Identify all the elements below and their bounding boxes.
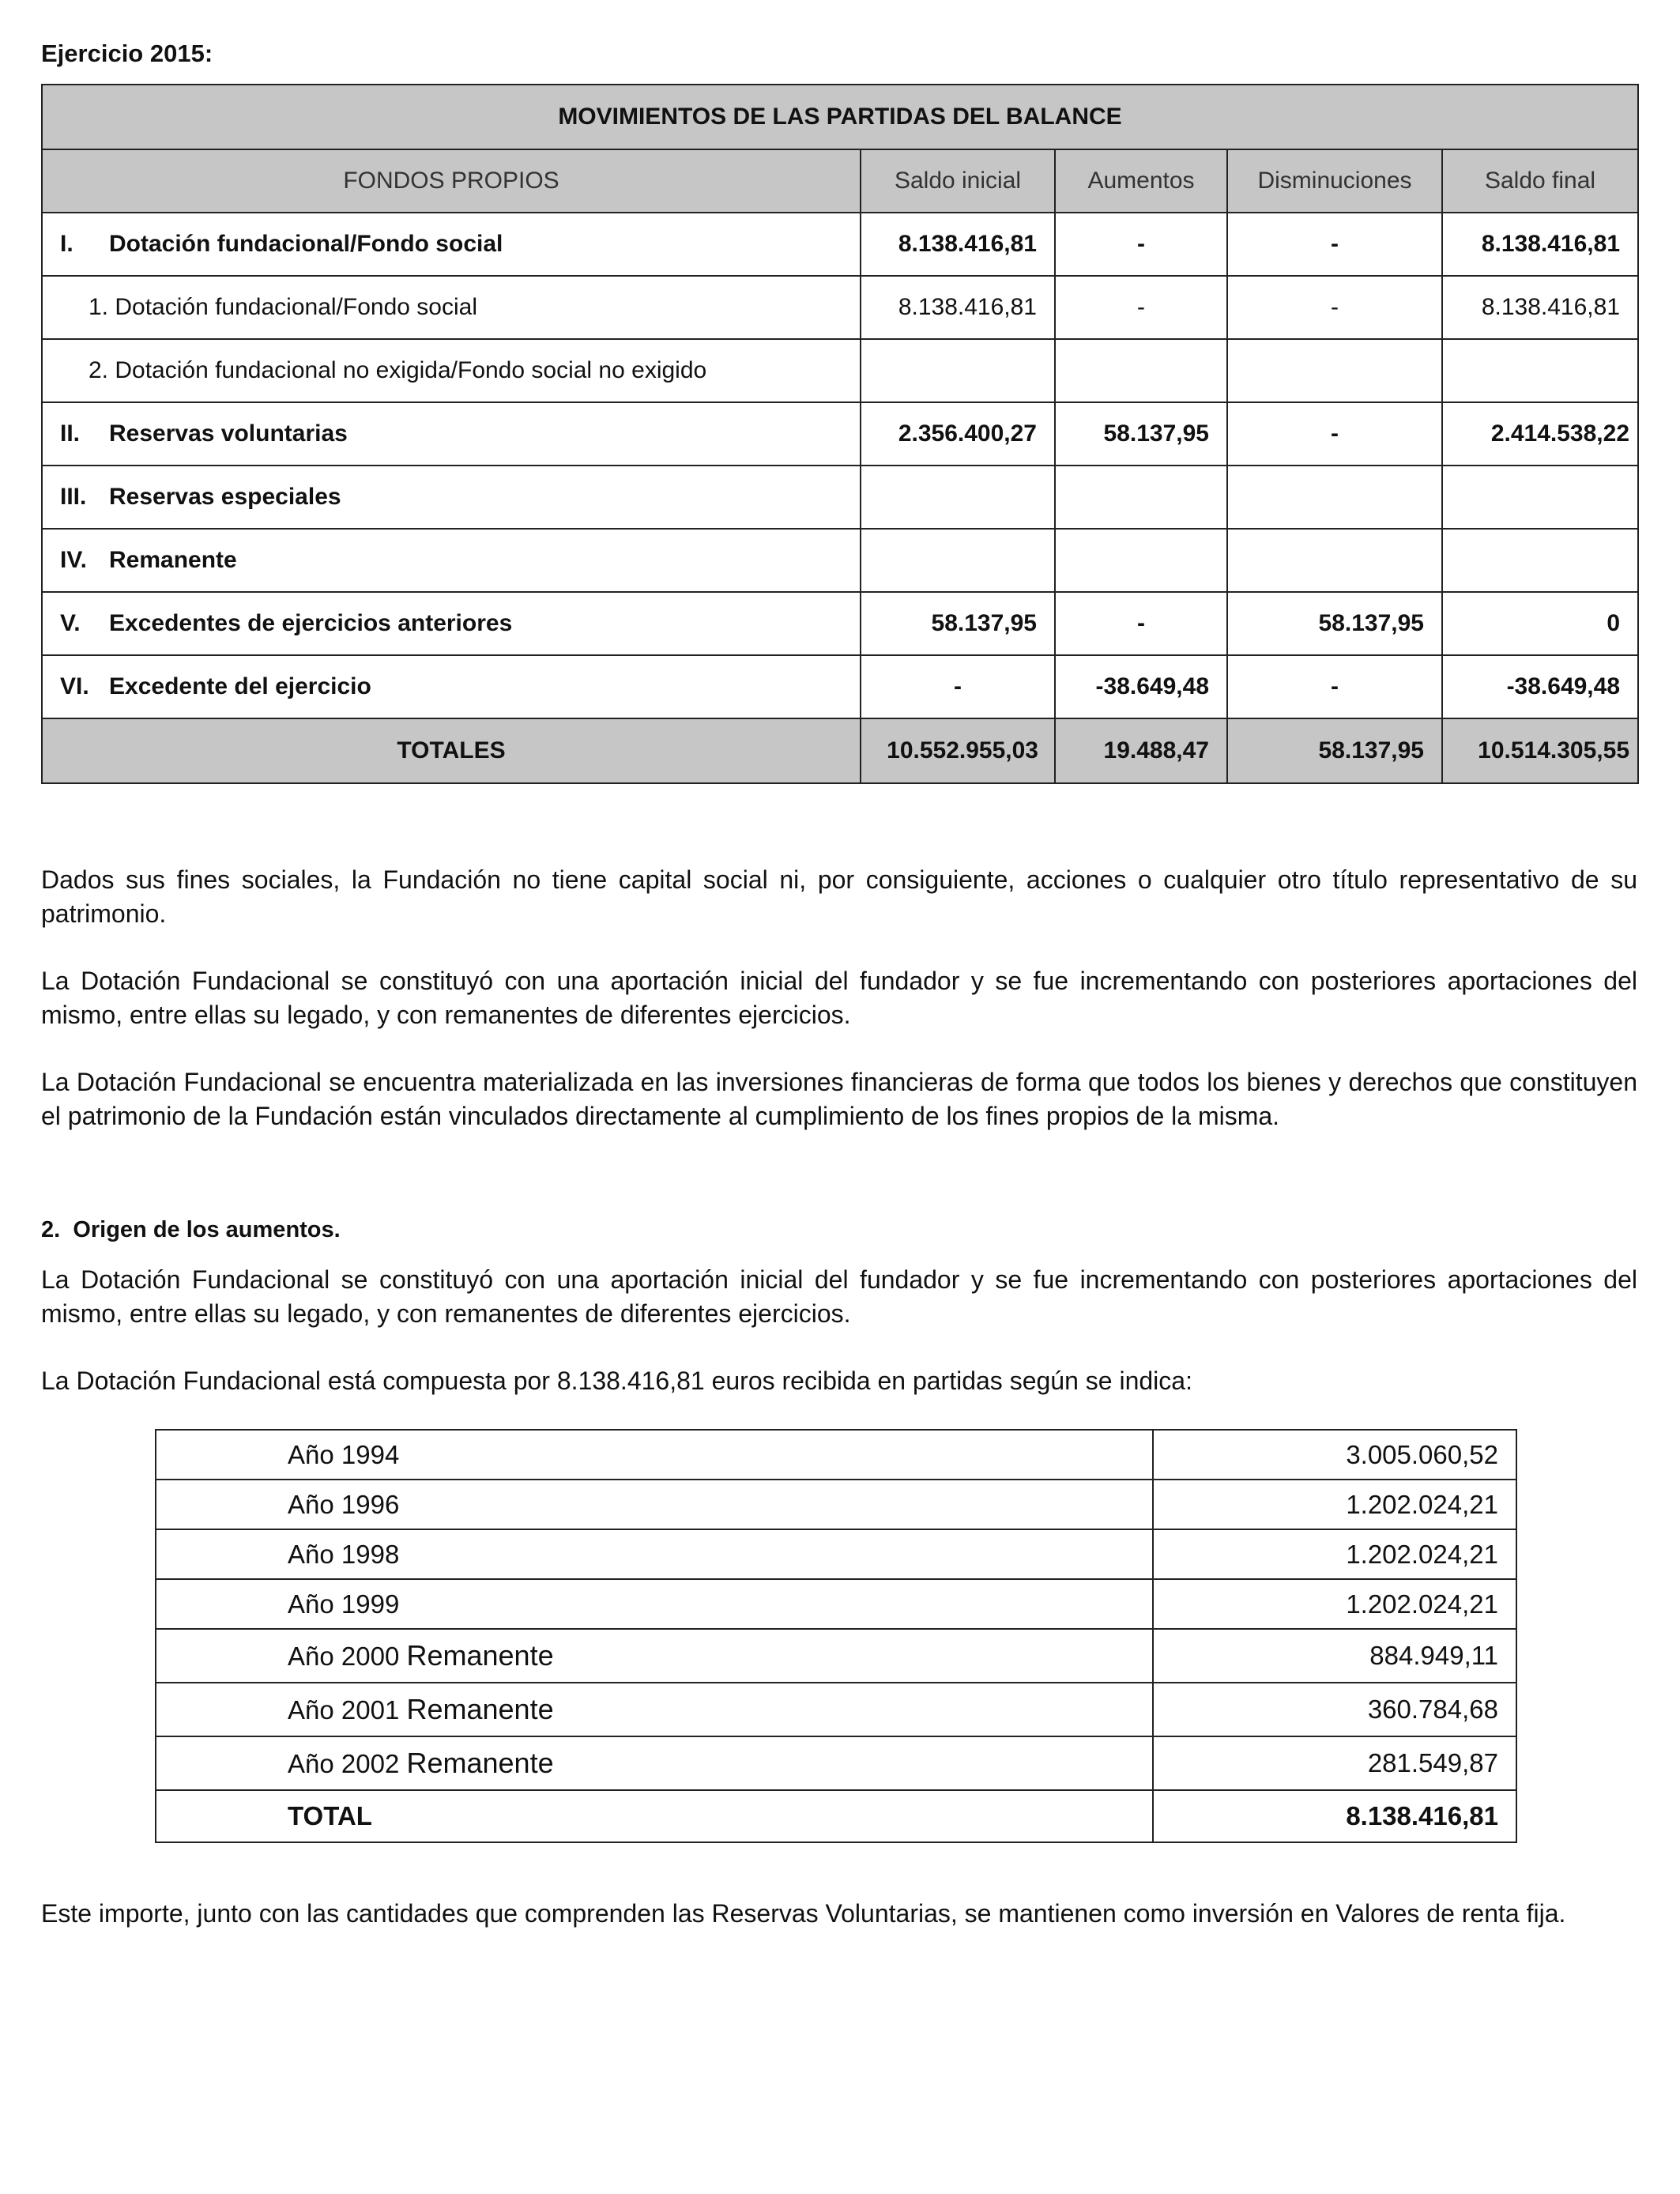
table-row xyxy=(42,655,1638,718)
saldo-inicial-cell: 8.138.416,81 xyxy=(861,213,1055,276)
disminuciones-cell: 58.137,95 xyxy=(1227,592,1442,655)
aumentos-cell xyxy=(1055,466,1227,529)
table-title: MOVIMIENTOS DE LAS PARTIDAS DEL BALANCE xyxy=(42,85,1638,149)
row-label-text: Dotación fundacional/Fondo social xyxy=(109,231,503,257)
aumentos-cell xyxy=(1055,529,1227,592)
saldo-inicial-cell: 58.137,95 xyxy=(861,592,1055,655)
year-label: Año 1996 xyxy=(288,1489,400,1519)
saldo-inicial-cell xyxy=(861,466,1055,529)
row-label xyxy=(42,592,861,655)
table-row xyxy=(156,1430,1516,1480)
aumentos-cell: - xyxy=(1055,276,1227,339)
section-number: 2. xyxy=(41,1217,61,1242)
saldo-final-cell: 0 xyxy=(1442,592,1638,655)
year-label: Año 1994 xyxy=(288,1439,400,1469)
amount-cell: 360.784,68 xyxy=(1153,1683,1516,1736)
saldo-final-cell: 8.138.416,81 xyxy=(1442,276,1638,339)
disminuciones-cell xyxy=(1227,466,1442,529)
row-label-text: Reservas voluntarias xyxy=(109,420,348,447)
year-label: Año 2002 xyxy=(288,1749,400,1778)
section-heading-text: Origen de los aumentos. xyxy=(73,1217,341,1242)
year-cell xyxy=(156,1480,1153,1529)
aumentos-cell: - xyxy=(1055,213,1227,276)
total-disminuciones: 58.137,95 xyxy=(1227,718,1442,783)
table-row xyxy=(156,1629,1516,1683)
remanente-note: Remanente xyxy=(406,1693,554,1725)
amount-cell: 3.005.060,52 xyxy=(1153,1430,1516,1480)
table-row xyxy=(42,276,1638,339)
disminuciones-cell xyxy=(1227,339,1442,402)
column-header-row xyxy=(42,149,1638,213)
amount-cell: 884.949,11 xyxy=(1153,1629,1516,1683)
paragraph: La Dotación Fundacional se encuentra materializada en las inversiones financieras de forma que todos los bienes y derechos que constituyen el patrimonio de la Fundación están vinculados directamente al cumplimiento de los fines propios de la misma. xyxy=(41,1068,1637,1130)
year-cell xyxy=(156,1430,1153,1480)
table-row xyxy=(156,1529,1516,1579)
total-saldo-inicial: 10.552.955,03 xyxy=(861,718,1055,783)
paragraph: Dados sus fines sociales, la Fundación no tiene capital social ni, por consiguiente, acciones o cualquier otro título representativo de su patrimonio. xyxy=(41,865,1637,928)
row-label-text: Excedente del ejercicio xyxy=(109,673,371,699)
column-header: Saldo final xyxy=(1442,149,1638,213)
total-aumentos: 19.488,47 xyxy=(1055,718,1227,783)
amount-cell: 281.549,87 xyxy=(1153,1736,1516,1790)
column-header: Saldo inicial xyxy=(861,149,1055,213)
exercise-title: Ejercicio 2015: xyxy=(41,40,213,67)
year-cell xyxy=(156,1529,1153,1579)
disminuciones-cell: - xyxy=(1227,276,1442,339)
amount-cell: 1.202.024,21 xyxy=(1153,1529,1516,1579)
column-header: Aumentos xyxy=(1055,149,1227,213)
table-row xyxy=(156,1480,1516,1529)
row-label xyxy=(42,529,861,592)
disminuciones-cell: - xyxy=(1227,655,1442,718)
saldo-final-cell xyxy=(1442,529,1638,592)
paragraph: La Dotación Fundacional se constituyó con una aportación inicial del fundador y se fue incrementando con posteriores aportaciones del mismo, entre ellas su legado, y con remanentes de diferentes ejercicios. xyxy=(41,1265,1637,1328)
total-saldo-final: 10.514.305,55 xyxy=(1442,718,1638,783)
table-row xyxy=(42,339,1638,402)
row-label-text: Remanente xyxy=(109,547,237,573)
saldo-final-cell xyxy=(1442,466,1638,529)
saldo-final-cell: -38.649,48 xyxy=(1442,655,1638,718)
year-cell xyxy=(156,1579,1153,1629)
aumentos-cell: - xyxy=(1055,592,1227,655)
table-row xyxy=(42,529,1638,592)
year-label: Año 1999 xyxy=(288,1589,400,1619)
disminuciones-cell xyxy=(1227,529,1442,592)
row-label xyxy=(42,213,861,276)
saldo-final-cell: 2.414.538,22 xyxy=(1442,402,1638,466)
row-numeral: III. xyxy=(60,484,87,510)
table-row xyxy=(42,213,1638,276)
year-label: Año 1998 xyxy=(288,1539,400,1569)
year-label: Año 2001 xyxy=(288,1695,400,1725)
column-header: Disminuciones xyxy=(1227,149,1442,213)
amount-cell: 1.202.024,21 xyxy=(1153,1579,1516,1629)
saldo-inicial-cell: - xyxy=(861,655,1055,718)
table-row xyxy=(42,402,1638,466)
row-label-text: Reservas especiales xyxy=(109,484,341,510)
table-row xyxy=(156,1736,1516,1790)
aumentos-cell: -38.649,48 xyxy=(1055,655,1227,718)
amount-cell: 1.202.024,21 xyxy=(1153,1480,1516,1529)
table-title-row xyxy=(42,85,1638,149)
disminuciones-cell: - xyxy=(1227,213,1442,276)
aumentos-cell: 58.137,95 xyxy=(1055,402,1227,466)
total-row xyxy=(156,1790,1516,1842)
row-label xyxy=(42,466,861,529)
year-cell xyxy=(156,1629,1153,1683)
saldo-final-cell xyxy=(1442,339,1638,402)
total-label: TOTAL xyxy=(156,1790,1153,1842)
row-numeral: II. xyxy=(60,420,81,447)
total-amount: 8.138.416,81 xyxy=(1153,1790,1516,1842)
remanente-note: Remanente xyxy=(406,1639,554,1672)
paragraph: La Dotación Fundacional está compuesta por 8.138.416,81 euros recibida en partidas según se indica: xyxy=(41,1367,1192,1395)
balance-movements-table xyxy=(41,84,1639,784)
closing-paragraph: Este importe, junto con las cantidades que comprenden las Reservas Voluntarias, se mantienen como inversión en Valores de renta fija. xyxy=(41,1899,1566,1928)
table-row xyxy=(42,592,1638,655)
year-cell xyxy=(156,1683,1153,1736)
row-label-text: Excedentes de ejercicios anteriores xyxy=(109,610,513,636)
saldo-inicial-cell: 2.356.400,27 xyxy=(861,402,1055,466)
disminuciones-cell: - xyxy=(1227,402,1442,466)
remanente-note: Remanente xyxy=(406,1747,554,1779)
row-label xyxy=(42,655,861,718)
table-row xyxy=(42,466,1638,529)
row-numeral: IV. xyxy=(60,547,87,573)
row-numeral: I. xyxy=(60,231,73,257)
row-label: 1. Dotación fundacional/Fondo social xyxy=(42,276,861,339)
row-numeral: V. xyxy=(60,610,81,636)
row-numeral: VI. xyxy=(60,673,89,699)
saldo-inicial-cell xyxy=(861,339,1055,402)
dotacion-breakdown-table xyxy=(155,1429,1517,1843)
table-row xyxy=(156,1579,1516,1629)
year-cell xyxy=(156,1736,1153,1790)
column-header: FONDOS PROPIOS xyxy=(42,149,861,213)
saldo-inicial-cell: 8.138.416,81 xyxy=(861,276,1055,339)
row-label xyxy=(42,402,861,466)
totals-row xyxy=(42,718,1638,783)
year-label: Año 2000 xyxy=(288,1642,400,1671)
aumentos-cell xyxy=(1055,339,1227,402)
saldo-inicial-cell xyxy=(861,529,1055,592)
row-label: 2. Dotación fundacional no exigida/Fondo social no exigido xyxy=(42,339,861,402)
totals-label: TOTALES xyxy=(42,718,861,783)
paragraph: La Dotación Fundacional se constituyó con una aportación inicial del fundador y se fue incrementando con posteriores aportaciones del mismo, entre ellas su legado, y con remanentes de diferentes ejercicios. xyxy=(41,967,1637,1029)
table-row xyxy=(156,1683,1516,1736)
section-heading xyxy=(41,1217,341,1243)
saldo-final-cell: 8.138.416,81 xyxy=(1442,213,1638,276)
